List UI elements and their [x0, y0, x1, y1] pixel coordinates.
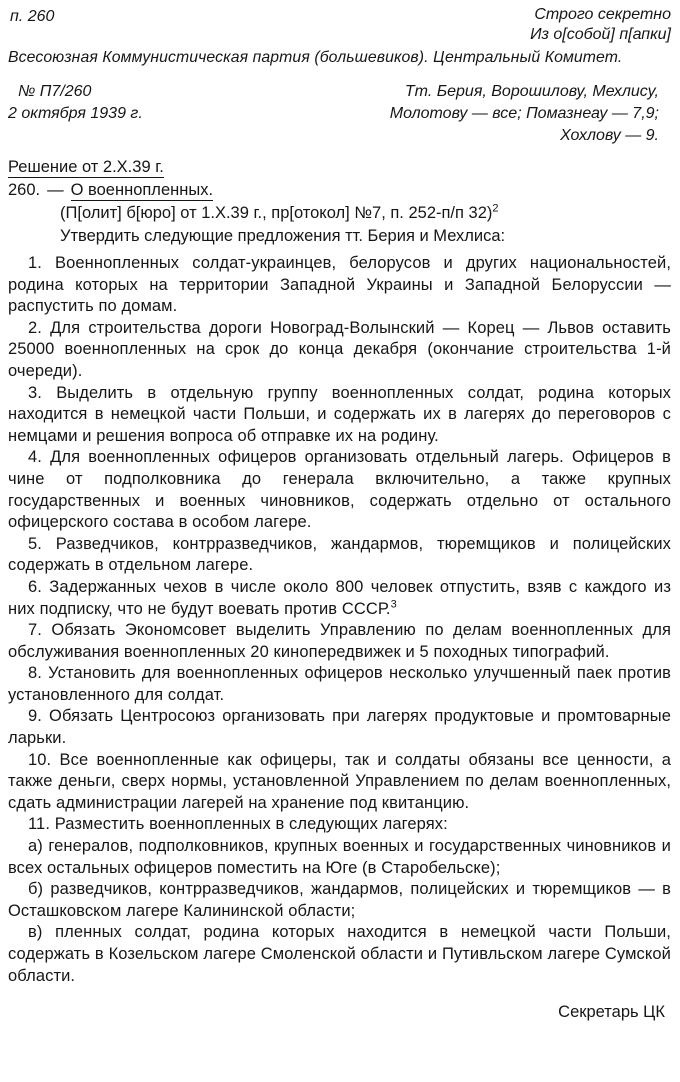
protocol-reference-text: (П[олит] б[юро] от 1.X.39 г., пр[отокол] №7, п. 252-п/п 32) [60, 204, 493, 222]
point-text: пленных солдат, родина которых находится в немецкой части Польши, содержать в Козельском лагере Смоленской области и Путивльском лагере Сумской области. [8, 923, 671, 985]
decision-title: О военнопленных. [70, 181, 214, 199]
point-text: Военнопленных солдат-украинцев, белорусов и других национальностей, родина которых на территории Западной Украины и Западной Белоруссии — распустить по домам. [8, 254, 671, 316]
decree-point-11 [8, 814, 671, 836]
protocol-reference [8, 202, 671, 225]
point-label: 9. [28, 707, 42, 726]
point-text: Обязать Центросоюз организовать при лагерях продуктовые и промтоварные ларьки. [8, 707, 671, 748]
addressee-line-1: Тт. Берия, Ворошилову, Мехлису, [404, 83, 659, 100]
point-label: 8. [28, 664, 42, 683]
decision-title-line [8, 179, 671, 202]
classification-line-1: Строго секретно [534, 6, 671, 23]
point-text: Задержанных чехов в числе около 800 человек отпустить, взяв с каждого из них подписку, что не будут воевать против СССР. [8, 577, 671, 618]
protocol-block [8, 81, 143, 147]
addressee-line-2: Молотову — все; Помазнеау — 7,9; [389, 105, 659, 122]
preamble: Утвердить следующие предложения тт. Берия и Мехлиса: [60, 226, 506, 245]
point-label: 10. [28, 750, 52, 769]
decision-heading [8, 156, 671, 179]
point-text: генералов, подполковников, крупных военных и государственных чиновников и всех остальных офицеров поместить на Юге (в Старобельске); [8, 837, 671, 877]
decision-heading-text: Решение от 2.X.39 г. [8, 158, 164, 176]
decree-point-8 [8, 663, 671, 706]
footnote-marker: 2 [492, 202, 499, 215]
document-date: 2 октября 1939 г. [8, 105, 143, 122]
point-label: б) [28, 880, 44, 899]
point-label: а) [28, 837, 43, 856]
protocol-number: № П7/260 [18, 83, 92, 100]
point-label: 4. [28, 448, 42, 467]
point-text: Разместить военнопленных в следующих лагерях: [54, 815, 448, 834]
point-text: Выделить в отдельную группу военнопленных солдат, родина которых находится в немецкой части Польши, и содержать их в лагерях до переговоров с немцами и решения вопроса об отправке их на родину. [8, 383, 671, 445]
header-top [8, 5, 671, 45]
point-text: Разведчиков, контрразведчиков, жандармов, тюремщиков и полицейских содержать в отдельном лагере. [8, 534, 671, 575]
point-label: 11. [28, 815, 51, 834]
point-label: в) [28, 923, 43, 942]
point-text: разведчиков, контрразведчиков, жандармов, полицейских и тюремщиков — в Осташковском лагере Калининской области; [8, 880, 671, 920]
signature-line: Секретарь ЦК [558, 1003, 665, 1022]
decree-point-4 [8, 447, 671, 533]
dash-separator: — [47, 181, 64, 199]
point-label: 6. [28, 577, 42, 596]
item-ref: п. 260 [10, 8, 55, 25]
point-text: Обязать Экономсовет выделить Управлению по делам военнопленных для обслуживания военнопленных 20 кинопередвижек и 5 походных типографий. [8, 621, 671, 661]
decree-point-2 [8, 318, 671, 383]
decree-point-3 [8, 383, 671, 448]
point-label: 1. [28, 254, 42, 272]
decree-point-10 [8, 750, 671, 815]
decree-subpoint-a [8, 836, 671, 879]
point-label: 3. [28, 383, 42, 402]
classification-stamp [530, 5, 671, 45]
decree-point-7 [8, 620, 671, 663]
decree-point-1 [8, 253, 671, 318]
point-label: 7. [28, 621, 42, 640]
footnote-marker: 3 [390, 598, 397, 610]
decree-subpoint-v [8, 922, 671, 987]
point-label: 2. [28, 318, 42, 337]
decree-point-9 [8, 706, 671, 749]
decree-point-5 [8, 534, 671, 577]
organization-line: Всесоюзная Коммунистическая партия (большевиков). Центральный Комитет. [8, 49, 623, 66]
point-text: Для военнопленных офицеров организовать отдельный лагерь. Офицеров в чине от подполковника до генерала включительно, а также крупных государственных и военных чиновников, содержать отдельно от остального офицерского состава в особом лагере. [8, 448, 671, 532]
point-text: Для строительства дороги Новоград-Волынский — Корец — Львов оставить 25000 военнопленных на срок до конца декабря (окончание строительства 1-й очереди). [8, 318, 671, 380]
decree-points [8, 253, 671, 987]
decision-number: 260. [8, 181, 41, 199]
point-label: 5. [28, 534, 42, 553]
reference-row [8, 81, 671, 147]
point-text: Установить для военнопленных офицеров несколько улучшенный паек против установленного для солдат. [8, 664, 671, 704]
point-text: Все военнопленные как офицеры, так и солдаты обязаны все ценности, а также деньги, сверх нормы, установленной Управлением по делам военнопленных, сдать администрации лагерей на хранение под квитанцию. [8, 750, 671, 812]
decree-point-6 [8, 577, 671, 620]
addressees-block [390, 81, 659, 147]
decree-subpoint-b [8, 879, 671, 922]
addressee-line-3: Хохлову — 9. [560, 127, 659, 144]
classification-line-2: Из о[собой] п[апки] [530, 26, 671, 43]
